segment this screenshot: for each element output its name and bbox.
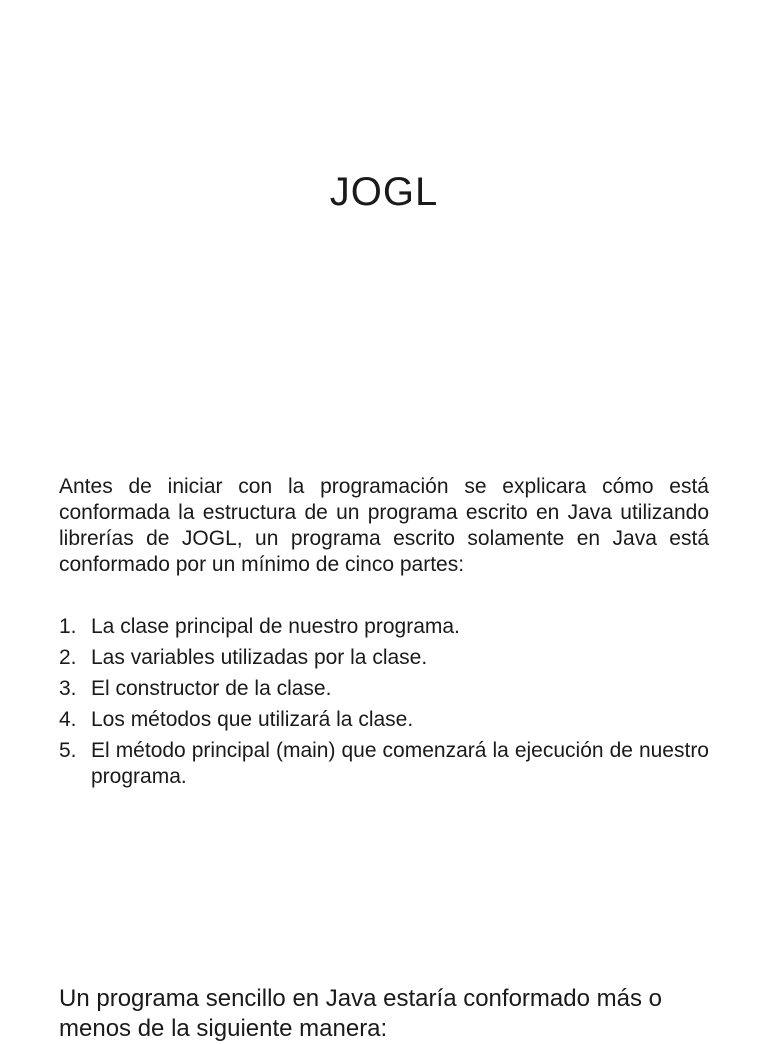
- list-item: [59, 738, 709, 790]
- list-item-number: 3.: [59, 677, 77, 700]
- intro-paragraph: Antes de iniciar con la programación se explicara cómo está conformada la estructura de un programa escrito en Java utilizando librerías de JOGL, un programa escrito solamente en Java está conformado por un mínimo de cinco partes:: [59, 475, 709, 576]
- list-item-number: 5.: [59, 739, 77, 762]
- list-item-text: La clase principal de nuestro programa.: [91, 615, 460, 638]
- list-item: [59, 614, 709, 640]
- list-item-number: 1.: [59, 615, 77, 638]
- list-item-text: El método principal (main) que comenzará la ejecución de nuestro programa.: [91, 739, 709, 788]
- list-item: [59, 645, 709, 671]
- list-item-text: Los métodos que utilizará la clase.: [91, 708, 414, 731]
- list-item: [59, 707, 709, 733]
- bottom-paragraph-line-1: Un programa sencillo en Java estaría conformado más o: [59, 985, 662, 1012]
- slide-title: JOGL: [329, 170, 439, 214]
- list-item: [59, 676, 709, 702]
- bottom-paragraph: [59, 984, 711, 1044]
- parts-list: [59, 614, 709, 795]
- list-item-text: Las variables utilizadas por la clase.: [91, 646, 428, 669]
- list-item-text: El constructor de la clase.: [91, 677, 332, 700]
- list-item-number: 4.: [59, 708, 77, 731]
- list-item-number: 2.: [59, 646, 77, 669]
- bottom-paragraph-line-2: menos de la siguiente manera:: [59, 1015, 388, 1042]
